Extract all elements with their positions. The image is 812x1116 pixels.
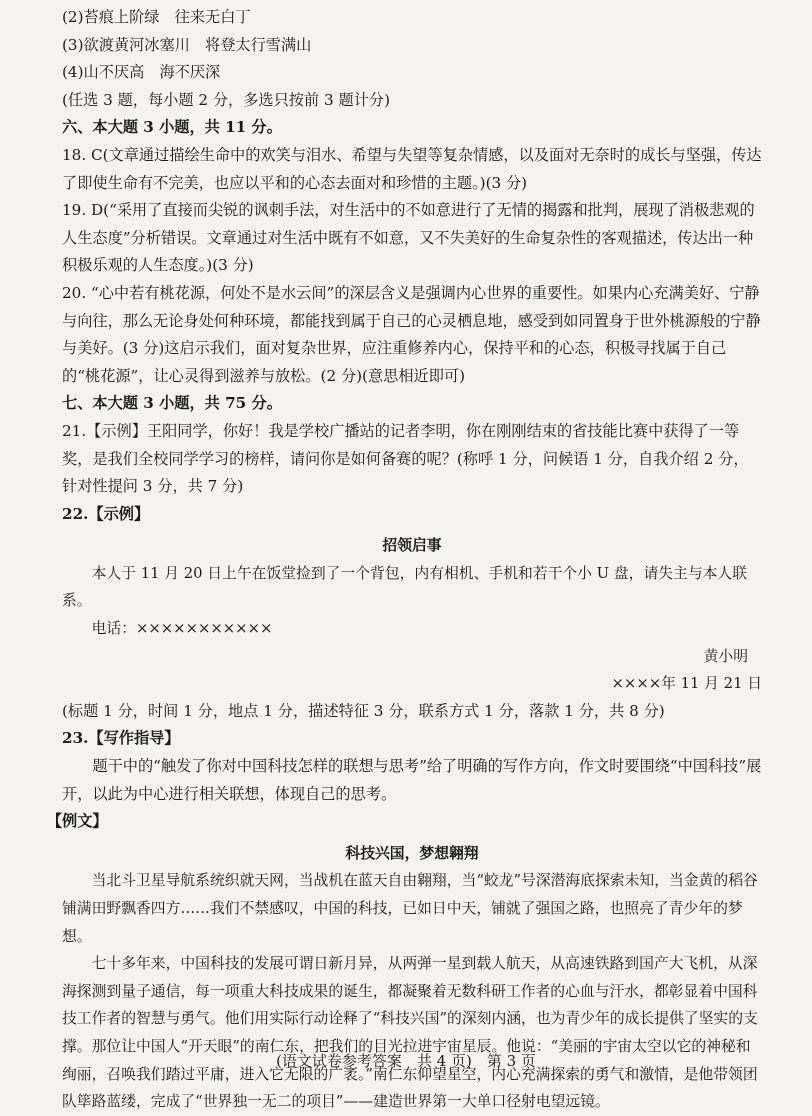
answer-line: (3)欲渡黄河冰塞川 将登太行雪满山	[62, 35, 312, 54]
essay-paragraph: 七十多年来，中国科技的发展可谓日新月异，从两弹一星到载人航天，从高速铁路到国产大飞机，从深海探测到量子通信，每一项重大科技成果的诞生，都凝聚着无数科研工作者的心血与汗水，都彰显着中国科技工作者的智慧与勇气。他们用实际行动诠释了“科技兴国”的深刻内涵，也为青少年的成长提供了坚实的支撑。那位让中国人“开天眼”的南仁东，把我们的目光拉进宇宙星辰。他说：“美丽的宇宙太空以它的神秘和绚丽，召唤我们踏过平庸，进入它无限的广袤。”南仁东仰望星空，内心充满探索的勇气和激情，是他带领团队筚路蓝缕，完成了“世界独一无二的项目”——建造世界第一大单口径射电望远镜。	[62, 955, 758, 1111]
notice-body: 本人于 11 月 20 日上午在饭堂捡到了一个背包，内有相机、手机和若干个小 U 盘，请失主与本人联系。	[62, 564, 748, 610]
answer-18: 18. C(文章通过描绘生命中的欢笑与泪水、希望与失望等复杂情感，以及面对无奈时的成长与坚强，传达了即使生命有不完美，也应以平和的心态去面对和珍惜的主题。)(3 分)	[62, 145, 762, 192]
answer-line: (2)苔痕上阶绿 往来无白丁	[62, 8, 251, 26]
notice-date: ××××年 11 月 21 日	[611, 675, 762, 693]
section-heading-6: 六、本大题 3 小题，共 11 分。	[62, 118, 282, 137]
answer-20: 20. “心中若有桃花源，何处不是水云间”的深层含义是强调内心世界的重要性。如果内心充满美好、宁静与向往，那么无论身处何种环境，都能找到属于自己的心灵栖息地，感受到如同置身于世外桃源般的宁静与美好。(3 分)这启示我们，面对复杂世界，应注重修养内心，保持平和的心态，积极寻找属于自己的“桃花源”，让心灵得到滋养与放松。(2 分)(意思相近即可)	[62, 283, 761, 385]
example-essay-label: 【例文】	[46, 812, 108, 831]
section-heading-7: 七、本大题 3 小题，共 75 分。	[62, 394, 282, 413]
answer-23-label: 23.【写作指导】	[62, 729, 180, 748]
answer-19: 19. D(“采用了直接而尖锐的讽刺手法，对生活中的不如意进行了无情的揭露和批判，展现了消极悲观的人生态度”分析错误。文章通过对生活中既有不如意，又不失美好的生命复杂性的客观描述，传达出一种积极乐观的人生态度。)(3 分)	[62, 201, 755, 275]
example-essay	[62, 840, 762, 1116]
scoring-note: (任选 3 题，每小题 2 分，多选只按前 3 题计分)	[62, 90, 390, 109]
answer-21: 21.【示例】王阳同学，你好！我是学校广播站的记者李明，你在刚刚结束的省技能比赛中获得了一等奖，是我们全校同学学习的榜样，请问你是如何备赛的呢？(称呼 1 分，问候语 1 分，自我介绍 2 分，针对性提问 3 分，共 7 分)	[62, 421, 749, 496]
notice-phone: 电话：×××××××××××	[91, 620, 273, 638]
writing-guide: 题干中的“触发了你对中国科技怎样的联想与思考”给了明确的写作方向，作文时要围绕“中国科技”展开，以此为中心进行相关联想，体现自己的思考。	[62, 757, 762, 803]
lost-found-notice	[62, 532, 762, 698]
answer-line: (4)山不厌高 海不厌深	[62, 63, 221, 82]
notice-scoring: (标题 1 分，时间 1 分，地点 1 分，描述特征 3 分，联系方式 1 分，落款 1 分，共 8 分)	[62, 701, 665, 720]
essay-title: 科技兴国，梦想翱翔	[345, 844, 479, 862]
notice-signer: 黄小明	[703, 647, 748, 665]
notice-title: 招领启事	[382, 537, 442, 555]
answer-22-label: 22.【示例】	[62, 504, 150, 523]
page-content	[46, 4, 762, 1116]
page-footer: (语文试卷参考答案 共 4 页) 第 3 页	[276, 1052, 536, 1070]
essay-paragraph: 当北斗卫星导航系统织就天网，当战机在蓝天自由翱翔，当“蛟龙”号深潜海底探索未知，当金黄的稻谷铺满田野飘香四方……我们不禁感叹，中国的科技，已如日中天，铺就了强国之路，也照亮了青少年的梦想。	[62, 872, 758, 945]
